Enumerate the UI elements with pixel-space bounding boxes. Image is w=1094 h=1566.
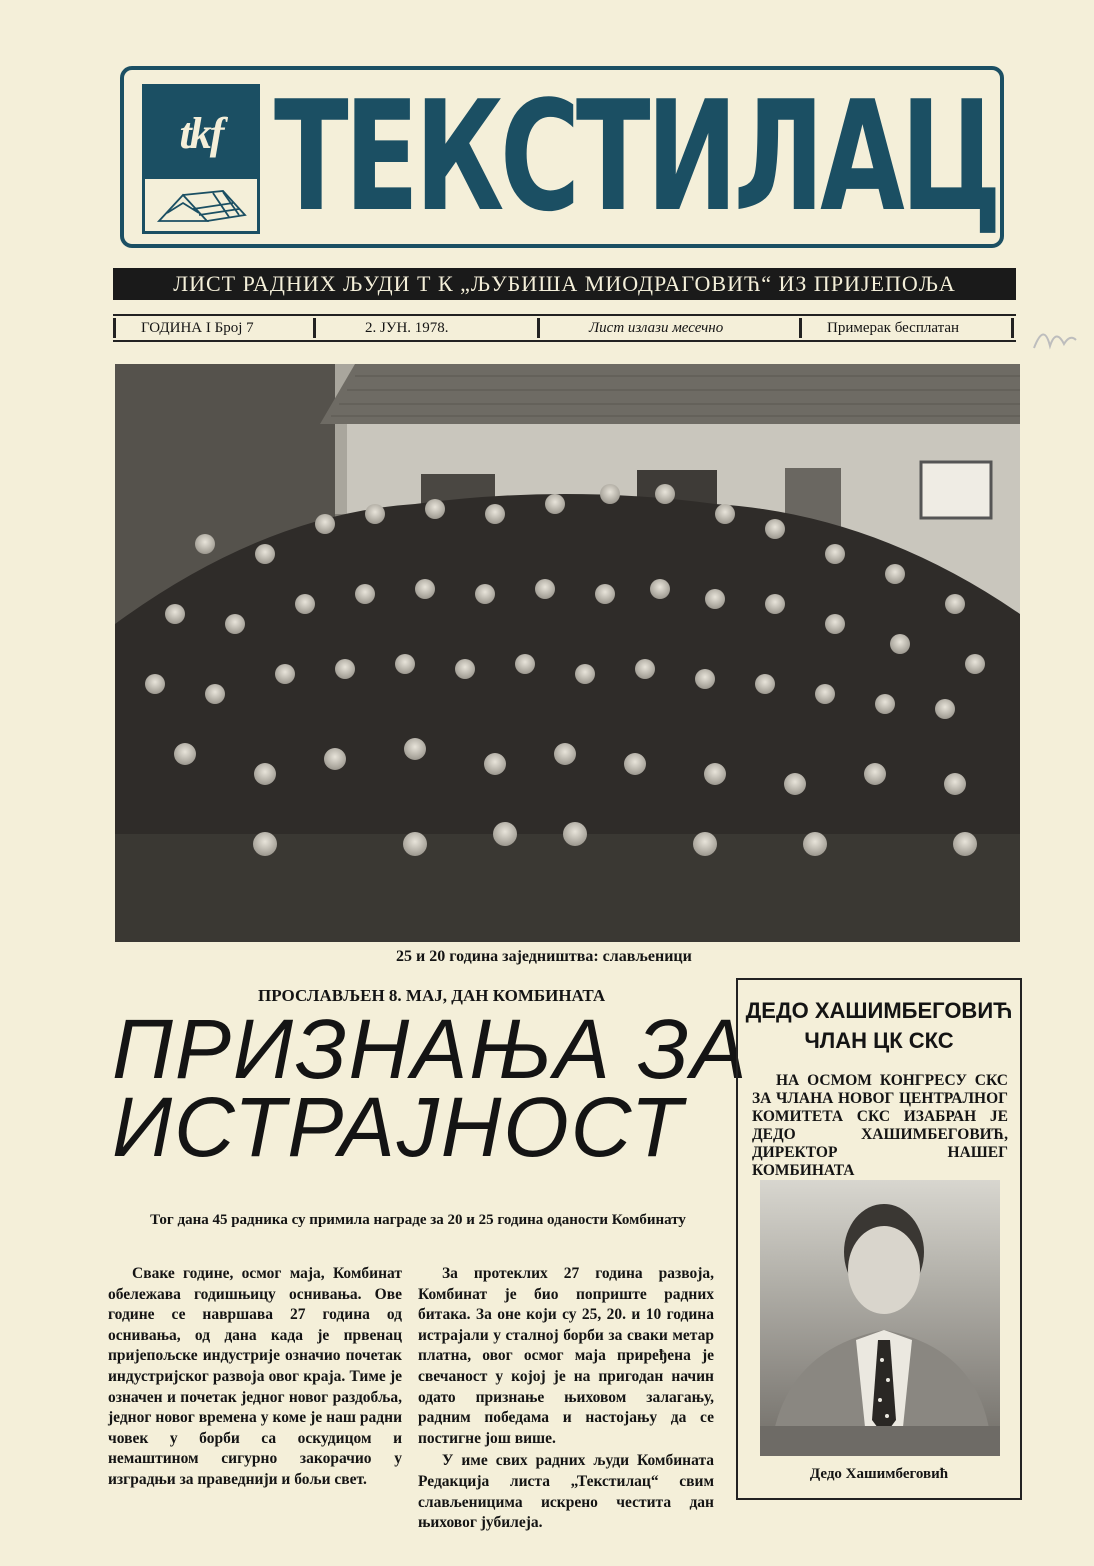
issue-price: Примерак бесплатан	[827, 320, 960, 336]
headline-line-2: ИСТРАЈНОСТ	[112, 1080, 684, 1174]
issue-frequency: Лист излази месечно	[589, 320, 724, 336]
article-column-left	[108, 1264, 402, 1493]
article-headline	[112, 1002, 749, 1174]
loom-icon	[153, 185, 251, 229]
issue-info-row	[113, 314, 1016, 342]
article-kicker: ПРОСЛАВЉЕН 8. МАЈ, ДАН КОМБИНАТА	[258, 986, 606, 1005]
article-dek: Тог дана 45 радника су примила награде за 20 и 25 година оданости Комбинату	[150, 1212, 686, 1228]
headline-line-1: ПРИЗНАЊА ЗА	[112, 1002, 749, 1096]
newspaper-title: ТЕКСТИЛАЦ	[274, 68, 998, 245]
masthead-subtitle: ЛИСТ РАДНИХ ЉУДИ Т К „ЉУБИША МИОДРАГОВИЋ“ ИЗ ПРИЈЕПОЉА	[113, 268, 1016, 300]
logo	[142, 84, 260, 234]
sidebar-text: НА ОСМОМ КОНГРЕСУ СКС ЗА ЧЛАНА НОВОГ ЦЕНТРАЛНОГ КОМИТЕТА СКС ИЗАБРАН ЈЕ ДЕДО ХАШИМБЕГОВИЋ, ДИРЕКТОР НАШЕГ КОМБИНАТА	[752, 1072, 1008, 1179]
issue-volume: ГОДИНА I Број 7	[141, 320, 254, 336]
sidebar-title	[738, 996, 1020, 1056]
article-paragraph: За протеклих 27 година развоја, Комбинат је био поприште радних битака. За оне који су 25, 20. и 10 година истрајали у сталној борби за сваки метар платна, овог осмог маја приређена је свечаност у којој је на пригодан начин одато признање њиховом залагању, радним победама и настојању да се постигне још више.	[418, 1265, 714, 1447]
main-photo-caption: 25 и 20 година заједништва: слављеници	[396, 948, 692, 965]
article-paragraph: У име свих радних људи Комбината Редакција листа „Текстилац“ свим слављеницима искрено честита дан њиховог јубилеја.	[418, 1452, 714, 1532]
portrait-photo	[760, 1180, 1000, 1456]
article-paragraph: Сваке године, осмог маја, Комбинат обележава годишњицу оснивања. Ове године се навршава 27 година од оснивања, од дана када је првенац пријепољске индустрије означио почетак индустријског развоја овог краја. Тиме је означен и почетак једног новог раздобља, једног новог времена у коме је наш радни човек у борби са оскудицом и немаштином сигурно закорачио у изградњи за праведнији и бољи свет.	[108, 1265, 402, 1488]
sidebar-title-line-1: ДЕДО ХАШИМБЕГОВИЋ	[745, 998, 1013, 1023]
sidebar-title-line-2: ЧЛАН ЦК СКС	[804, 1028, 954, 1053]
handwritten-mark	[1030, 318, 1080, 367]
logo-text: tkf	[145, 87, 257, 179]
masthead	[120, 66, 1004, 248]
main-group-photo	[115, 364, 1020, 942]
issue-date: 2. ЈУН. 1978.	[365, 320, 449, 336]
sidebar-box	[736, 978, 1022, 1500]
article-column-right	[418, 1264, 714, 1536]
portrait-caption: Дедо Хашимбеговић	[809, 1466, 949, 1482]
